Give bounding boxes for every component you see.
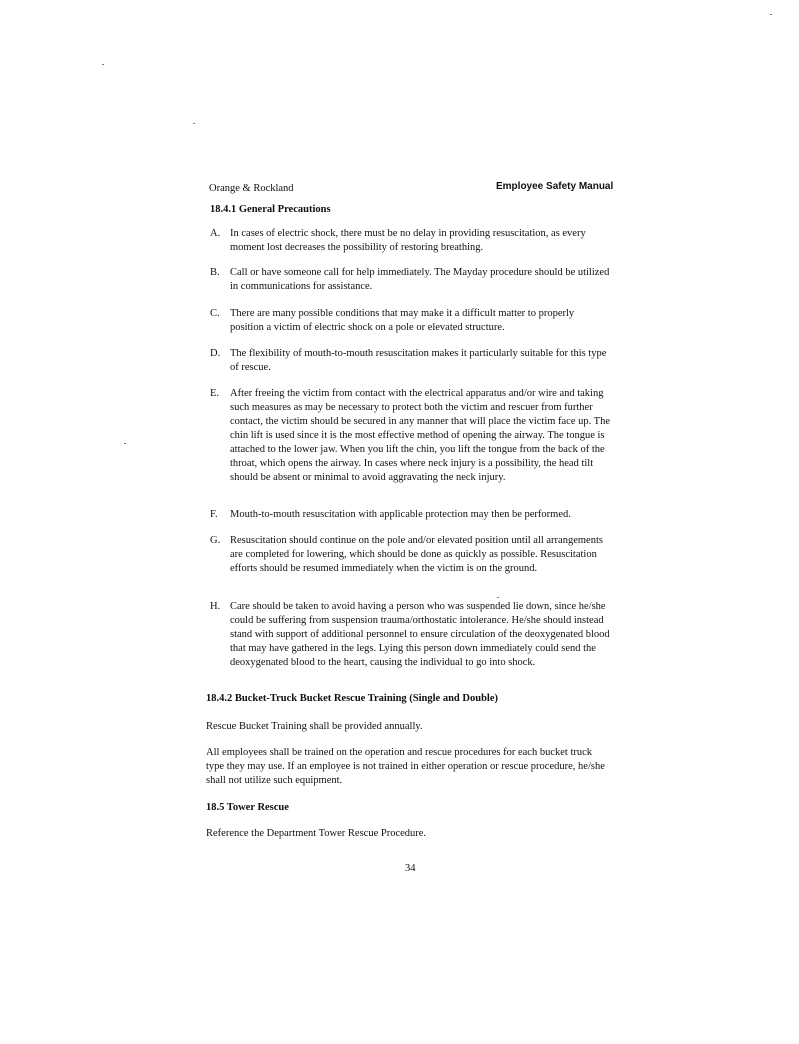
item-letter: H. xyxy=(210,601,221,612)
section-heading-bucket-rescue: 18.4.2 Bucket-Truck Bucket Rescue Training (Single and Double) xyxy=(206,693,498,704)
item-text: Care should be taken to avoid having a person who was suspended lie down, since he/she could be suffering from suspension trauma/orthostatic intolerance. He/she should instead stand with support of additional personnel to ensure circulation of the deoxygenated blood that may have gathered in the legs. Lying this person down immediately could send the deoxygenated blood to the heart, causing the individual to go into shock. xyxy=(230,601,610,668)
scan-speck xyxy=(770,14,772,15)
item-letter: E. xyxy=(210,388,220,399)
item-text: There are many possible conditions that may make it a difficult matter to properly position a victim of electric shock on a pole or elevated structure. xyxy=(230,308,575,333)
item-letter: G. xyxy=(210,535,221,546)
item-letter: D. xyxy=(210,348,221,359)
item-text: Call or have someone call for help immediately. The Mayday procedure should be utilized in communications for assistance. xyxy=(230,267,610,292)
list-item xyxy=(210,387,610,485)
item-text: The flexibility of mouth-to-mouth resuscitation makes it particularly suitable for this type of rescue. xyxy=(230,348,607,373)
section-heading-general-precautions: 18.4.1 General Precautions xyxy=(210,204,331,215)
item-letter: F. xyxy=(210,509,218,520)
paragraph: Reference the Department Tower Rescue Procedure. xyxy=(206,828,427,839)
item-text: After freeing the victim from contact with the electrical apparatus and/or wire and taking such measures as may be necessary to protect both the victim and rescuer from further contact, the victim should be secured in any manner that will place the victim face up. The chin lift is used since it is the most effective method of opening the airway. The tongue is attached to the lower jaw. When you lift the chin, you lift the tongue from the back of the throat, which opens the airway. In cases where neck injury is a possibility, the head tilt should be absent or minimal to avoid aggravating the neck injury. xyxy=(230,388,611,483)
paragraph: All employees shall be trained on the operation and rescue procedures for each bucket truck type they may use. If an employee is not trained in either operation or rescue procedure, he/she shall not utilize such equipment. xyxy=(206,747,605,786)
scan-speck xyxy=(193,123,195,124)
item-text: In cases of electric shock, there must be no delay in providing resuscitation, as every moment lost decreases the possibility of restoring breathing. xyxy=(230,228,586,253)
page-number: 34 xyxy=(405,863,416,874)
paragraph: Rescue Bucket Training shall be provided annually. xyxy=(206,721,423,732)
section-heading-tower-rescue: 18.5 Tower Rescue xyxy=(206,802,289,813)
scan-speck xyxy=(102,64,104,65)
list-item xyxy=(210,508,610,522)
list-item xyxy=(210,600,610,670)
list-item xyxy=(210,307,610,335)
header-company: Orange & Rockland xyxy=(209,183,294,194)
scan-speck xyxy=(497,597,499,598)
item-text: Resuscitation should continue on the pole and/or elevated position until all arrangements are completed for lowering, which should be done as quickly as possible. Resuscitation efforts should be resumed immediately when the victim is on the ground. xyxy=(230,535,603,574)
list-item xyxy=(210,227,610,255)
list-item xyxy=(210,266,610,294)
list-item xyxy=(210,534,610,576)
item-letter: C. xyxy=(210,308,220,319)
list-item xyxy=(210,347,610,375)
header-manual-title: Employee Safety Manual xyxy=(496,181,614,192)
item-letter: A. xyxy=(210,228,221,239)
item-letter: B. xyxy=(210,267,220,278)
item-text: Mouth-to-mouth resuscitation with applicable protection may then be performed. xyxy=(230,509,571,520)
scan-speck xyxy=(124,443,126,444)
